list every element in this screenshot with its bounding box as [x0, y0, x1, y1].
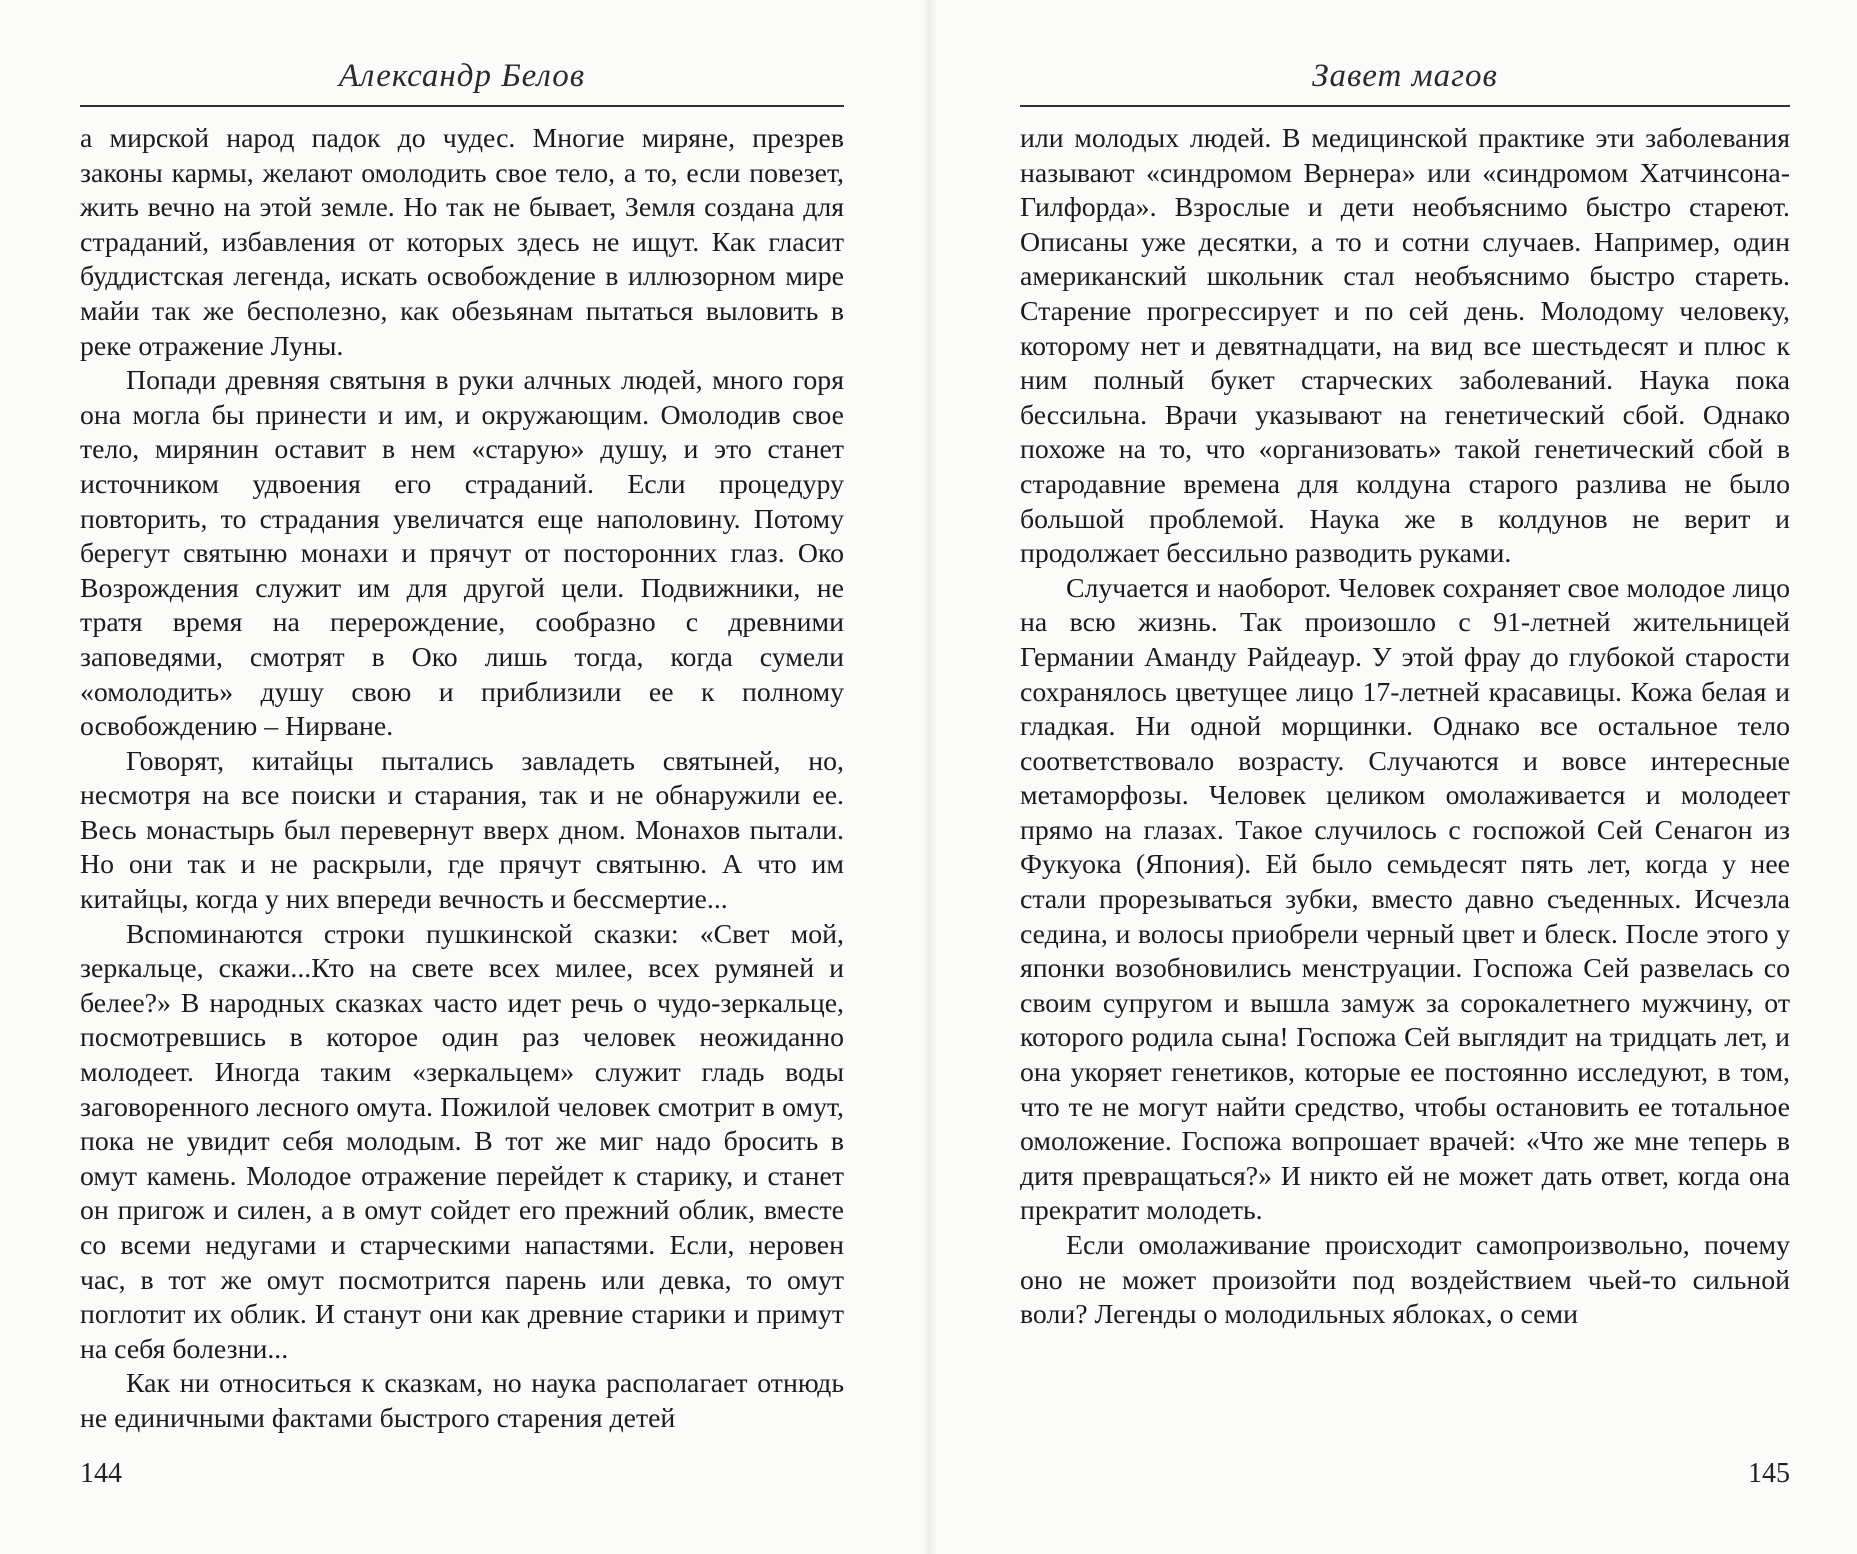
left-page-number: 144	[80, 1458, 122, 1489]
right-page	[1020, 0, 1790, 1554]
left-paragraph: а мирской народ падок до чудес. Многие миряне, презрев законы кармы, желают омолодить свое тело, а то, если повезет, жить вечно на этой земле. Но так не бывает, Земля создана для страданий, избавления от которых здесь не ищут. Как гласит буддистская легенда, искать освобождение в иллюзорном мире майи так же бесполезно, как обезьянам пытаться выловить в реке отражение Луны.	[80, 123, 844, 362]
right-head-rule	[1020, 105, 1790, 107]
left-page	[80, 0, 844, 1554]
right-paragraph: Случается и наоборот. Человек сохраняет свое молодое лицо на всю жизнь. Так произошло с 91-летней жительницей Германии Аманду Райдеаур. У этой фрау до глубокой старости сохранялось цветущее лицо 17-летней красавицы. Кожа белая и гладкая. Ни одной морщинки. Однако все остальное тело соответствовало возрасту. Случаются и вовсе интересные метаморфозы. Человек целиком омолаживается и молодеет прямо на глазах. Такое случилось с госпожой Сей Сенагон из Фукуока (Япония). Ей было семьдесят пять лет, когда у нее стали прорезываться зубки, вместо давно съеденных. Исчезла седина, и волосы приобрели черный цвет и блеск. После этого у японки возобновились менструации. Госпожа Сей развелась со своим супругом и вышла замуж за сорокалетнего мужчину, от которого родила сына! Госпожа Сей выглядит на тридцать лет, и она укоряет генетиков, которые ее постоянно исследуют, в том, что те не могут найти средство, чтобы остановить ее тотальное омоложение. Госпожа вопрошает врачей: «Что же мне теперь в дитя превращаться?» И никто ей не может дать ответ, когда она прекратит молодеть.	[1020, 572, 1790, 1227]
right-page-number: 145	[1748, 1458, 1790, 1489]
right-running-head: Завет магов	[1312, 58, 1498, 94]
right-paragraph: или молодых людей. В медицинской практике эти заболевания называют «синдромом Вернера» или «синдромом Хатчинсона-Гилфорда». Взрослые и дети необъяснимо быстро стареют. Описаны уже десятки, а то и сотни случаев. Например, один американский школьник стал необъяснимо быстро стареть. Старение прогрессирует и по сей день. Молодому человеку, которому нет и девятнадцати, на вид все шестьдесят и плюс к ним полный букет старческих заболеваний. Наука пока бессильна. Врачи указывают на генетический сбой. Однако похоже на то, что «организовать» такой генетический сбой в стародавние времена для колдуна старого разлива не было большой проблемой. Наука же в колдунов не верит и продолжает бессильно разводить руками.	[1020, 123, 1790, 570]
left-running-head: Александр Белов	[338, 58, 586, 94]
right-paragraph: Если омолаживание происходит самопроизвольно, почему оно не может произойти под воздействием чьей-то сильной воли? Легенды о молодильных яблоках, о семи	[1020, 1230, 1790, 1331]
left-paragraph: Говорят, китайцы пытались завладеть святыней, но, несмотря на все поиски и старания, так и не обнаружили ее. Весь монастырь был перевернут вверх дном. Монахов пытали. Но они так и не раскрыли, где прячут святыню. А что им китайцы, когда у них впереди вечность и бессмертие...	[80, 745, 844, 916]
right-body-text	[1020, 122, 1790, 1333]
left-paragraph: Попади древняя святыня в руки алчных людей, много горя она могла бы принести и им, и окружающим. Омолодив свое тело, мирянин оставит в нем «старую» душу, и это станет источником удвоения его страданий. Если процедуру повторить, то страдания увеличатся еще наполовину. Потому берегут святыню монахи и прячут от посторонних глаз. Око Возрождения служит им для другой цели. Подвижники, не тратя время на перерождение, сообразно с древними заповедями, смотрят в Око лишь тогда, когда сумели «омолодить» душу свою и приблизили ее к полному освобождению – Нирване.	[80, 365, 844, 743]
left-head-rule	[80, 105, 844, 107]
left-body-text	[80, 122, 844, 1437]
left-paragraph: Вспоминаются строки пушкинской сказки: «Свет мой, зеркальце, скажи...Кто на свете всех милее, всех румяней и белее?» В народных сказках часто идет речь о чудо-зеркальце, посмотревшись в которое один раз человек неожиданно молодеет. Иногда таким «зеркальцем» служит гладь воды заговоренного лесного омута. Пожилой человек смотрит в омут, пока не увидит себя молодым. В тот же миг надо бросить в омут камень. Молодое отражение перейдет к старику, и станет он пригож и силен, а в омут сойдет его прежний облик, вместе со всеми недугами и старческими напастями. Если, неровен час, в тот же омут посмотрится парень или девка, то омут поглотит их облик. И станут они как древние старики и примут на себя болезни...	[80, 918, 844, 1365]
book-gutter	[922, 0, 936, 1554]
left-paragraph: Как ни относиться к сказкам, но наука располагает отнюдь не единичными фактами быстрого старения детей	[80, 1368, 844, 1434]
